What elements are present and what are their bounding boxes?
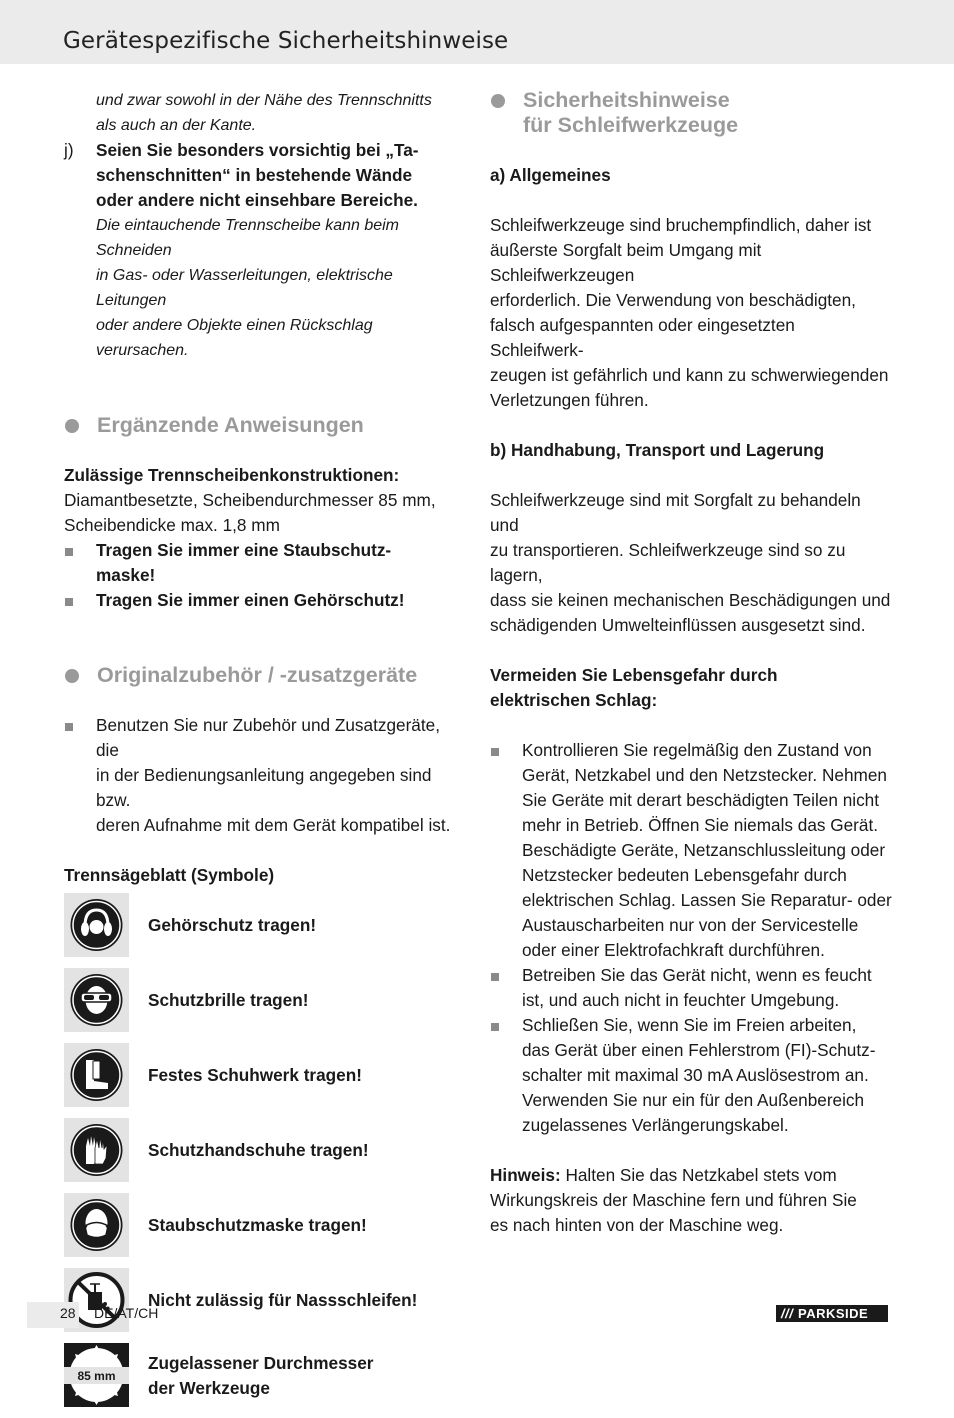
square-bullet-icon	[491, 1023, 499, 1031]
hint-label: Hinweis:	[490, 1165, 561, 1185]
list-item: Benutzen Sie nur Zubehör und Zusatzgeräte, die in der Bedienungsanleitung angegeben sind bzw. deren Aufnahme mit dem Gerät kompatibel ist.	[64, 713, 466, 838]
symbol-row: Festes Schuhwerk tragen!	[64, 1043, 466, 1118]
paragraph-handhabung: Schleifwerkzeuge sind mit Sorgfalt zu behandeln und zu transportieren. Schleifwerkzeuge sind so zu lagern, dass sie keinen mechanischen Beschädigungen und schädigenden Umwelteinflüssen ausgesetzt sind.	[490, 490, 891, 635]
warning-heading: Vermeiden Sie Lebensgefahr durch elektrischen Schlag:	[490, 665, 778, 710]
saw-blade-diameter-icon	[64, 1343, 129, 1407]
list-item-j: j) Seien Sie besonders vorsichtig bei „Ta- schenschnitten“ in bestehende Wände oder andere nicht einsehbare Bereiche. Die eintauchende Trennscheibe kann beim Schneiden in Gas- oder Wasserleitungen, elektrische Leitungen oder andere Objekte einen Rückschlag verursachen.	[64, 140, 419, 359]
page-number-box	[27, 1302, 79, 1328]
page-header	[0, 0, 954, 64]
intro-text: und zwar sowohl in der Nähe des Trennschnitts als auch an der Kante.	[96, 92, 432, 134]
language-codes: DE/AT/CH	[94, 1305, 159, 1321]
list-item: Tragen Sie immer einen Gehörschutz!	[64, 588, 466, 613]
subheading-handhabung: b) Handhabung, Transport und Lagerung	[490, 440, 825, 460]
square-bullet-icon	[491, 973, 499, 981]
safety-boots-icon	[64, 1043, 129, 1107]
section-heading-schleifwerkzeuge: Sicherheitshinweise für Schleifwerkzeuge	[490, 88, 892, 138]
symbols-title: Trennsägeblatt (Symbole)	[64, 865, 275, 885]
symbol-row: Schutzbrille tragen!	[64, 968, 466, 1043]
subheading-allgemeines: a) Allgemeines	[490, 165, 611, 185]
item-label: j)	[64, 140, 74, 160]
list-item: Kontrollieren Sie regelmäßig den Zustand von Gerät, Netzkabel und den Netzstecker. Nehmen Sie Geräte mit derart beschädigten Teilen nicht mehr in Betrieb. Öffnen Sie niemals das Gerät. Beschädigte Geräte, Netzanschlussleitung oder Netzstecker bedeuten Lebensgefahr durch elektrischen Schlag. Lassen Sie Reparatur- oder Austauscharbeiten nur von der Servicestelle oder einer Elektrofachkraft durchführen.	[490, 738, 892, 963]
left-column	[64, 88, 466, 1418]
section-heading-ergaenzende: Ergänzende Anweisungen	[64, 413, 466, 438]
symbol-row: Schutzhandschuhe tragen!	[64, 1118, 466, 1193]
square-bullet-icon	[491, 748, 499, 756]
hint-paragraph: Hinweis: Halten Sie das Netzkabel stets vom Wirkungskreis der Maschine fern und führen Sie es nach hinten von der Maschine weg.	[490, 1165, 857, 1235]
list-item: Tragen Sie immer eine Staubschutz- maske!	[64, 538, 466, 588]
square-bullet-icon	[65, 598, 73, 606]
brand-logo: /// PARKSIDE	[776, 1305, 888, 1322]
symbol-list	[64, 893, 466, 1418]
section-heading-originalzubehoer: Originalzubehör / -zusatzgeräte	[64, 663, 466, 688]
symbol-row: Staubschutzmaske tragen!	[64, 1193, 466, 1268]
symbol-row: Gehörschutz tragen!	[64, 893, 466, 968]
list-item: Betreiben Sie das Gerät nicht, wenn es feucht ist, und auch nicht in feuchter Umgebung.	[490, 963, 892, 1013]
diameter-label: Zugelassener Durchmesser der Werkzeuge	[148, 1353, 374, 1398]
page-number: 28	[60, 1305, 76, 1321]
bullet-dot-icon	[65, 419, 79, 433]
gloves-icon	[64, 1118, 129, 1182]
symbol-row	[64, 1343, 466, 1418]
right-column	[490, 88, 892, 1238]
ear-protection-icon	[64, 893, 129, 957]
square-bullet-icon	[65, 548, 73, 556]
dust-mask-icon	[64, 1193, 129, 1257]
diameter-value: 85 mm	[77, 1369, 116, 1383]
page-title: Gerätespezifische Sicherheitshinweise	[63, 28, 509, 54]
square-bullet-icon	[65, 723, 73, 731]
logo-slashes-icon: ///	[781, 1306, 794, 1321]
permitted-discs: Zulässige Trennscheibenkonstruktionen: Diamantbesetzte, Scheibendurchmesser 85 mm, Scheibendicke max. 1,8 mm	[64, 465, 436, 535]
bullet-dot-icon	[491, 94, 505, 108]
safety-goggles-icon	[64, 968, 129, 1032]
list-item: Schließen Sie, wenn Sie im Freien arbeiten, das Gerät über einen Fehlerstrom (FI)-Schutz- schalter mit maximal 30 mA Auslösestrom an. Verwenden Sie nur ein für den Außenbereich zugelassenes Verlängerungskabel.	[490, 1013, 892, 1138]
symbol-row: Nicht zulässig für Nassschleifen!	[64, 1268, 466, 1343]
bullet-dot-icon	[65, 669, 79, 683]
paragraph-allgemeines: Schleifwerkzeuge sind bruchempfindlich, daher ist äußerste Sorgfalt beim Umgang mit Schleifwerkzeugen erforderlich. Die Verwendung von beschädigten, falsch aufgespannten oder eingesetzten Schleifwerk- zeugen ist gefährlich und kann zu schwerwiegenden Verletzungen führen.	[490, 215, 889, 410]
